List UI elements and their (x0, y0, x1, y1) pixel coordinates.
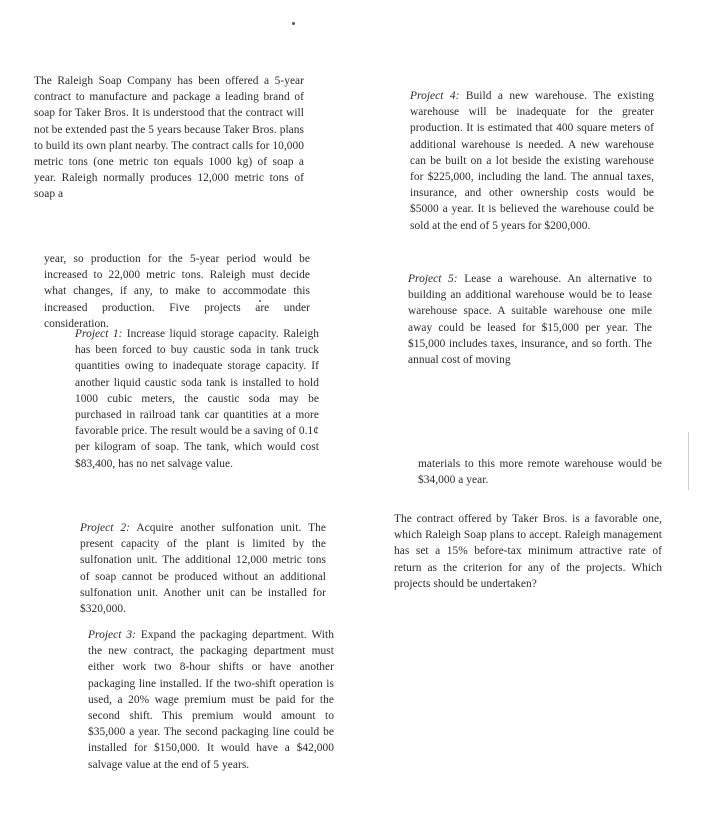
project-1-paragraph (75, 326, 319, 472)
project-4-label: Project 4: (410, 90, 460, 102)
project-4-paragraph (410, 88, 654, 234)
project-1-text: Increase liquid storage capacity. Raleigh has been forced to buy caustic soda in tank truck quantities owing to inadequate storage capacity. If another liquid caustic soda tank is installed to hold 1000 cubic meters, the caustic soda may be purchased in railroad tank car quantities at a more favorable price. The result would be a saving of 0.1¢ per kilogram of soap. The tank, which would cost $83,400, has no net salvage value. (75, 328, 319, 470)
project-1-label: Project 1: (75, 328, 123, 340)
project-5-paragraph (408, 271, 652, 368)
project-2-label: Project 2: (80, 522, 130, 534)
project-3-label: Project 3: (88, 629, 136, 641)
project-3-text: Expand the packaging department. With the new contract, the packaging department must either work two 8-hour shifts or have another packaging line installed. If the two-shift operation is used, a 20% wage premium must be paid for the second shift. This premium would amount to $35,000 a year. The second packaging line could be installed for $150,000. It would have a $42,000 salvage value at the end of 5 years. (88, 629, 334, 771)
project-2-text: Acquire another sulfonation unit. The present capacity of the plant is limited by the sulfonation unit. The additional 12,000 metric tons of soap cannot be produced without an additional sulfonation unit. Another unit can be installed for $320,000. (80, 522, 326, 616)
intro-paragraph-a: The Raleigh Soap Company has been offered a 5-year contract to manufacture and package a leading brand of soap for Taker Bros. It is understood that the contract will not be extended past the 5 years because Taker Bros. plans to build its own plant nearby. The contract calls for 10,000 metric tons (one metric ton equals 1000 kg) of soap a year. Raleigh normally produces 12,000 metric tons of soap a (34, 75, 304, 201)
project-2-paragraph (80, 520, 326, 617)
scan-speck (292, 22, 295, 25)
project-5-text: Lease a warehouse. An alternative to building an additional warehouse would be to lease warehouse space. A suitable warehouse one mile away could be leased for $15,000 per year. The $15,000 includes taxes, insurance, and so forth. The annual cost of moving (408, 273, 652, 367)
intro-paragraph-b: year, so production for the 5-year period would be increased to 22,000 metric tons. Raleigh must decide what changes, if any, to make to accommodate this increased production. Five projects are under consideration. (44, 253, 310, 330)
project-5-label: Project 5: (408, 273, 458, 285)
conclusion-paragraph: The contract offered by Taker Bros. is a favorable one, which Raleigh Soap plans to accept. Raleigh management has set a 15% before-tax minimum attractive rate of return as the criterion for any of the projects. Which projects should be undertaken? (394, 513, 662, 590)
project-3-paragraph (88, 627, 334, 773)
project-5-continuation: materials to this more remote warehouse would be $34,000 a year. (418, 458, 662, 487)
scan-edge-line (688, 432, 689, 490)
project-4-text: Build a new warehouse. The existing warehouse will be inadequate for the greater production. It is estimated that 400 square meters of additional warehouse is needed. A new warehouse can be built on a lot beside the existing warehouse for $225,000, including the land. The annual taxes, insurance, and other ownership costs would be $5000 a year. It is believed the warehouse could be sold at the end of 5 years for $200,000. (410, 90, 654, 232)
